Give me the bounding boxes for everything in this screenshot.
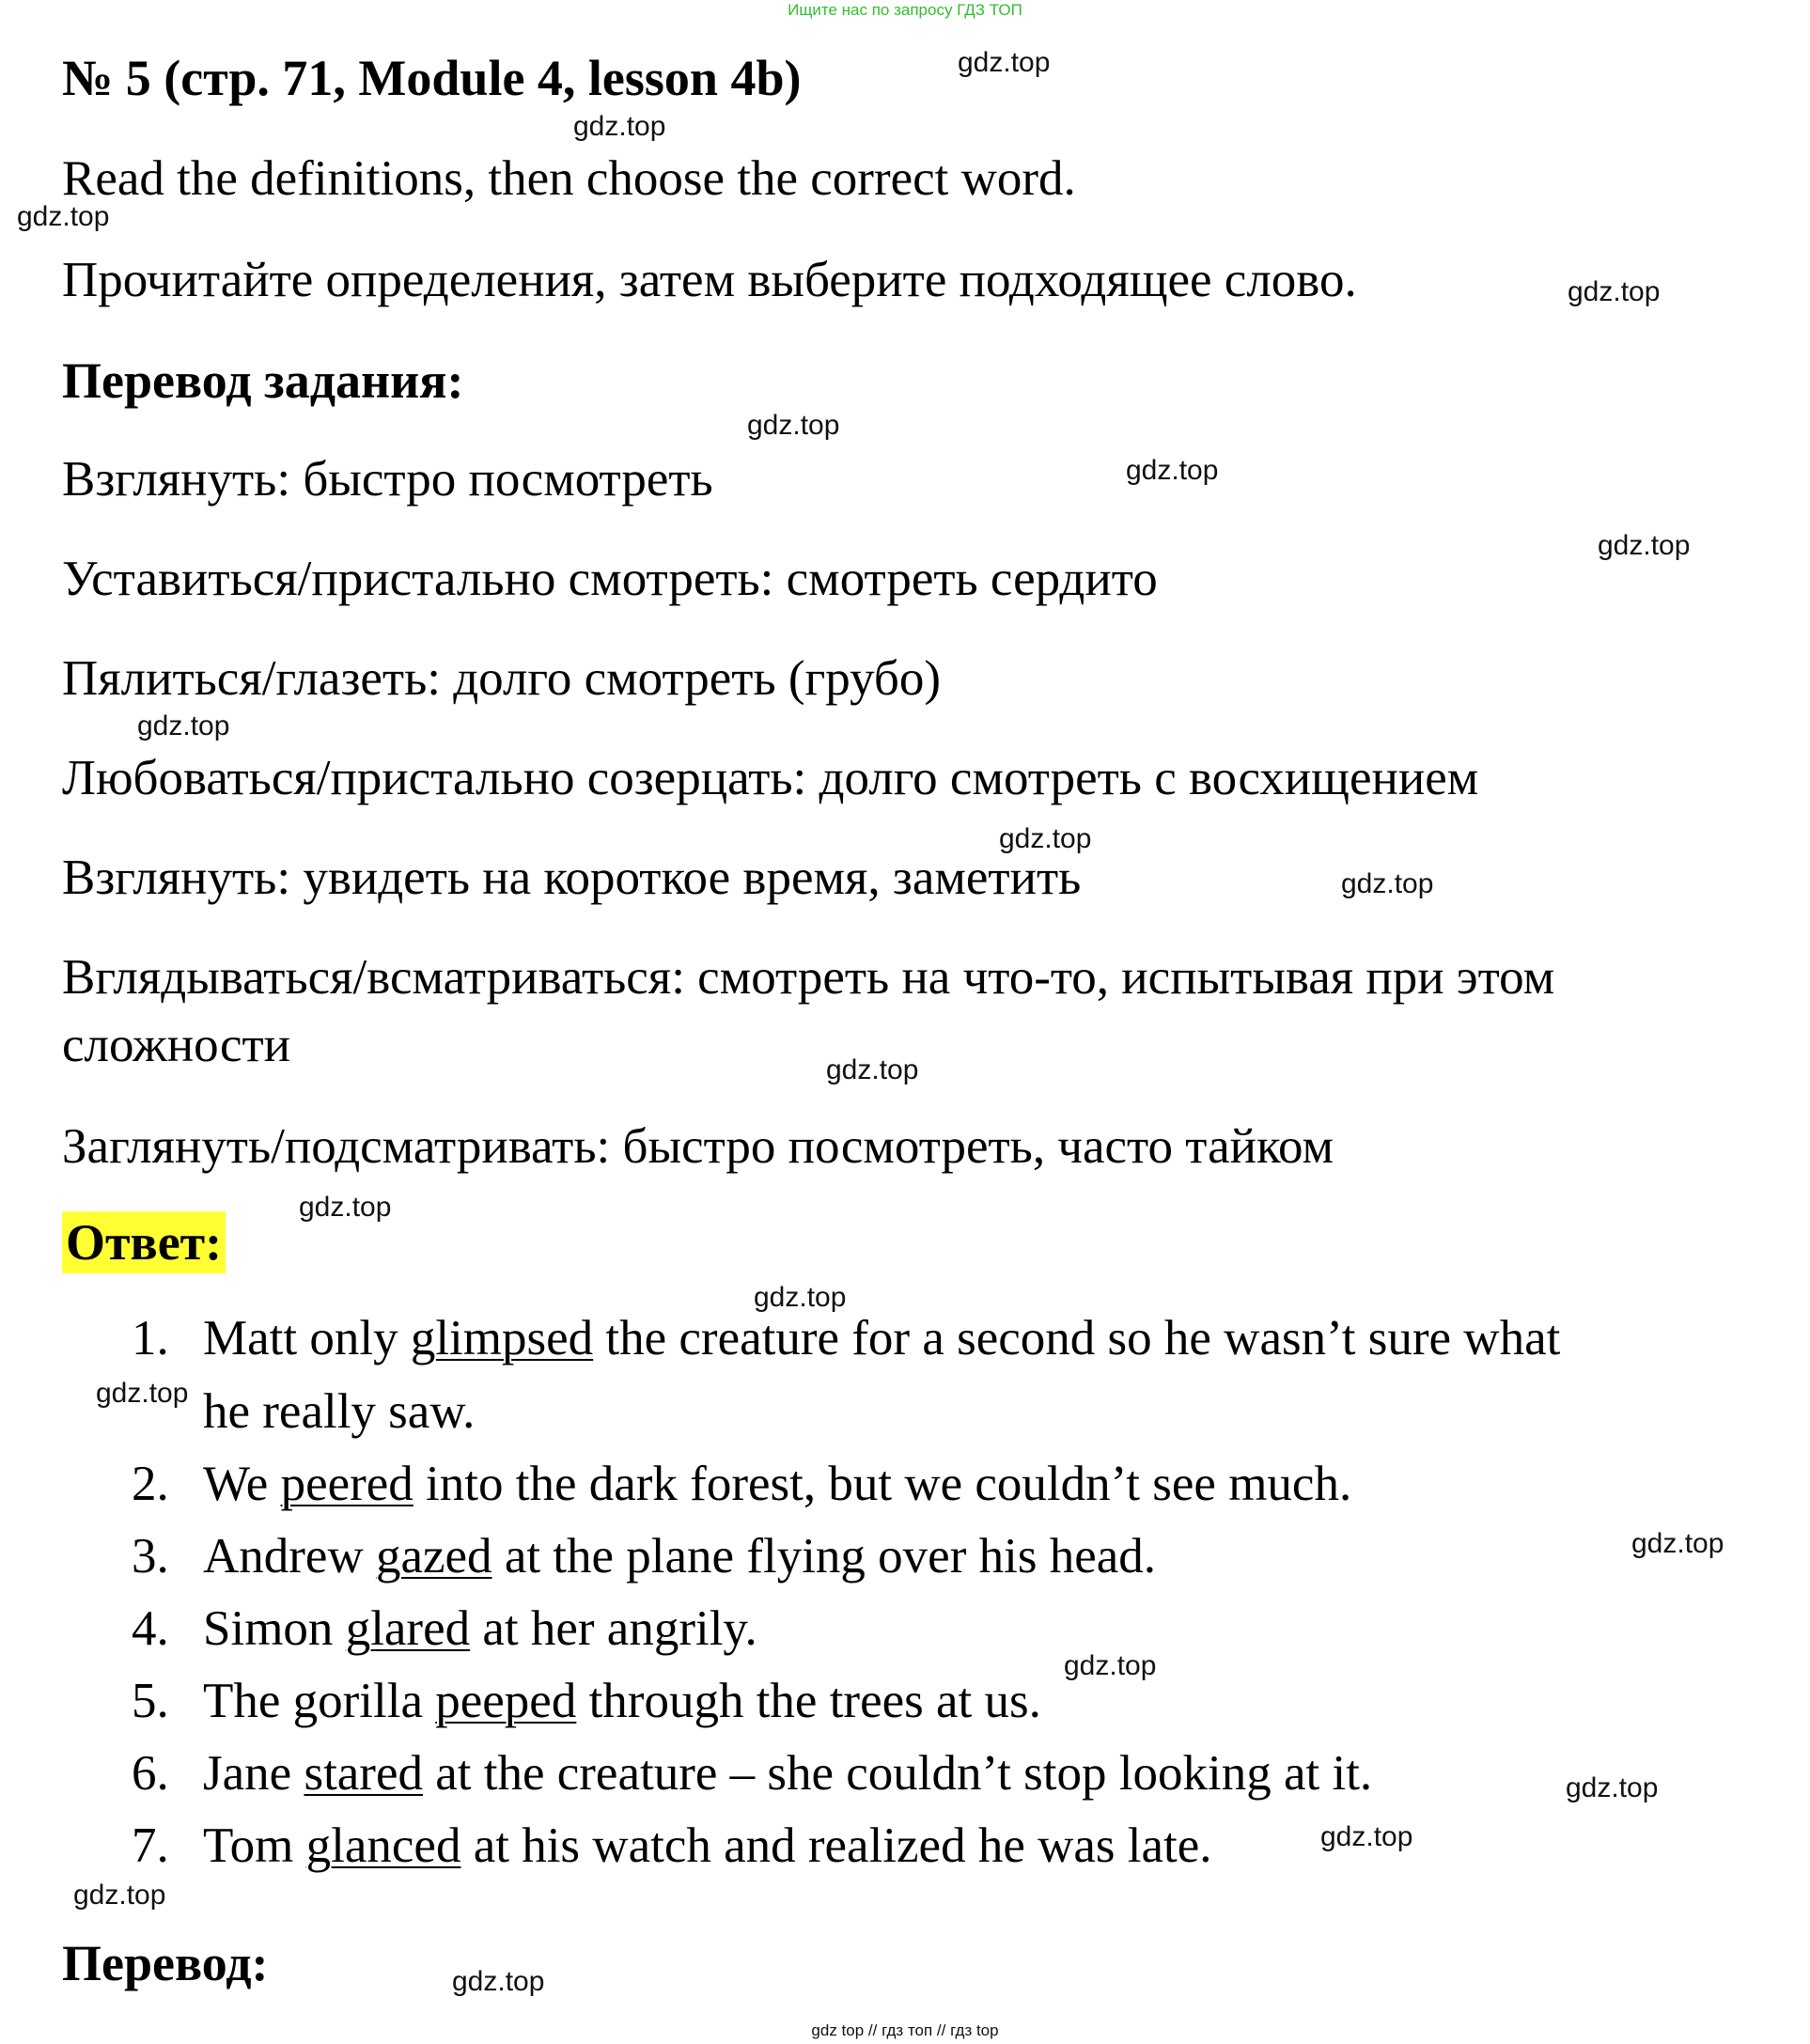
answer-number: 4.: [132, 1601, 169, 1656]
answer-number: 1.: [132, 1311, 169, 1365]
answer-word: glanced: [305, 1818, 461, 1873]
answer-number: 7.: [132, 1818, 169, 1873]
definition-line: Заглянуть/подсматривать: быстро посмотреть, часто тайком: [62, 1119, 1334, 1174]
answer-text: at the creature – she couldn’t stop looking at it.: [423, 1746, 1373, 1801]
answer-number: 6.: [132, 1746, 169, 1801]
watermark: gdz.top: [826, 1054, 919, 1085]
bottom-banner: gdz top // гдз топ // гдз top: [811, 2021, 999, 2039]
watermark: gdz.top: [1341, 868, 1434, 899]
answer-text: through the trees at us.: [576, 1674, 1041, 1728]
watermark: gdz.top: [754, 1282, 847, 1313]
answer-text: Andrew: [203, 1529, 376, 1584]
answer-number: 3.: [132, 1529, 169, 1584]
answer-word: stared: [304, 1746, 423, 1801]
answer-text: into the dark forest, but we couldn’t see much.: [413, 1457, 1352, 1511]
answer-text: Tom: [203, 1818, 306, 1873]
answer-item: [203, 1528, 1156, 1584]
answer-text: the creature for a second so he wasn’t sure what: [593, 1311, 1561, 1365]
watermark: gdz.top: [747, 410, 840, 441]
definition-line: сложности: [62, 1018, 291, 1072]
top-banner: Ищите нас по запросу ГДЗ ТОП: [788, 1, 1022, 19]
watermark: gdz.top: [1064, 1650, 1157, 1681]
answer-word: glimpsed: [410, 1311, 594, 1365]
answer-text: at his watch and realized he was late.: [460, 1818, 1212, 1873]
watermark: gdz.top: [1631, 1528, 1724, 1559]
answer-item: [203, 1818, 1212, 1874]
answer-word: peeped: [435, 1674, 577, 1728]
answer-text: The gorilla: [203, 1674, 436, 1728]
answer-item: [203, 1456, 1351, 1512]
answer-item: [203, 1600, 757, 1657]
answer-item: [203, 1310, 1560, 1366]
watermark: gdz.top: [299, 1192, 392, 1223]
answer-number: 2.: [132, 1457, 169, 1511]
watermark: gdz.top: [96, 1378, 189, 1409]
answer-text: at her angrily.: [470, 1601, 757, 1656]
answer-text: at the plane flying over his head.: [492, 1529, 1157, 1584]
answer-item-continuation: he really saw.: [203, 1384, 476, 1439]
watermark: gdz.top: [1568, 276, 1661, 307]
page-title: № 5 (стр. 71, Module 4, lesson 4b): [62, 50, 802, 106]
watermark: gdz.top: [17, 201, 110, 232]
definition-line: Вглядываться/всматриваться: смотреть на что-то, испытывая при этом: [62, 950, 1555, 1005]
answer-text: Jane: [203, 1746, 304, 1801]
definition-line: Взглянуть: быстро посмотреть: [62, 452, 713, 507]
definition-line: Уставиться/пристально смотреть: смотреть сердито: [62, 552, 1158, 606]
instruction-english: Read the definitions, then choose the correct word.: [62, 151, 1076, 206]
answer-word: gazed: [375, 1529, 492, 1584]
watermark: gdz.top: [999, 823, 1092, 854]
definition-line: Пялиться/глазеть: долго смотреть (грубо): [62, 651, 941, 706]
answer-text: Matt only: [203, 1311, 411, 1365]
watermark: gdz.top: [452, 1966, 545, 1997]
watermark: gdz.top: [1126, 455, 1219, 486]
answer-word: peered: [280, 1457, 413, 1511]
watermark: gdz.top: [1566, 1772, 1659, 1803]
watermark: gdz.top: [1598, 530, 1691, 561]
watermark: gdz.top: [1320, 1821, 1413, 1852]
answer-item: [203, 1673, 1041, 1729]
watermark: gdz.top: [573, 111, 666, 142]
answer-text: We: [203, 1457, 281, 1511]
definition-line: Любоваться/пристально созерцать: долго смотреть с восхищением: [62, 751, 1479, 805]
definition-line: Взглянуть: увидеть на короткое время, заметить: [62, 850, 1082, 905]
watermark: gdz.top: [958, 47, 1051, 78]
final-translation-heading: Перевод:: [62, 1935, 269, 1991]
answer-text: Simon: [203, 1601, 346, 1656]
answer-heading: Ответ:: [62, 1211, 226, 1273]
watermark: gdz.top: [73, 1880, 166, 1911]
instruction-russian: Прочитайте определения, затем выберите подходящее слово.: [62, 253, 1357, 307]
answer-item: [203, 1745, 1372, 1802]
answer-number: 5.: [132, 1674, 169, 1728]
watermark: gdz.top: [137, 710, 230, 741]
translation-heading: Перевод задания:: [62, 352, 464, 409]
answer-word: glared: [345, 1601, 471, 1656]
